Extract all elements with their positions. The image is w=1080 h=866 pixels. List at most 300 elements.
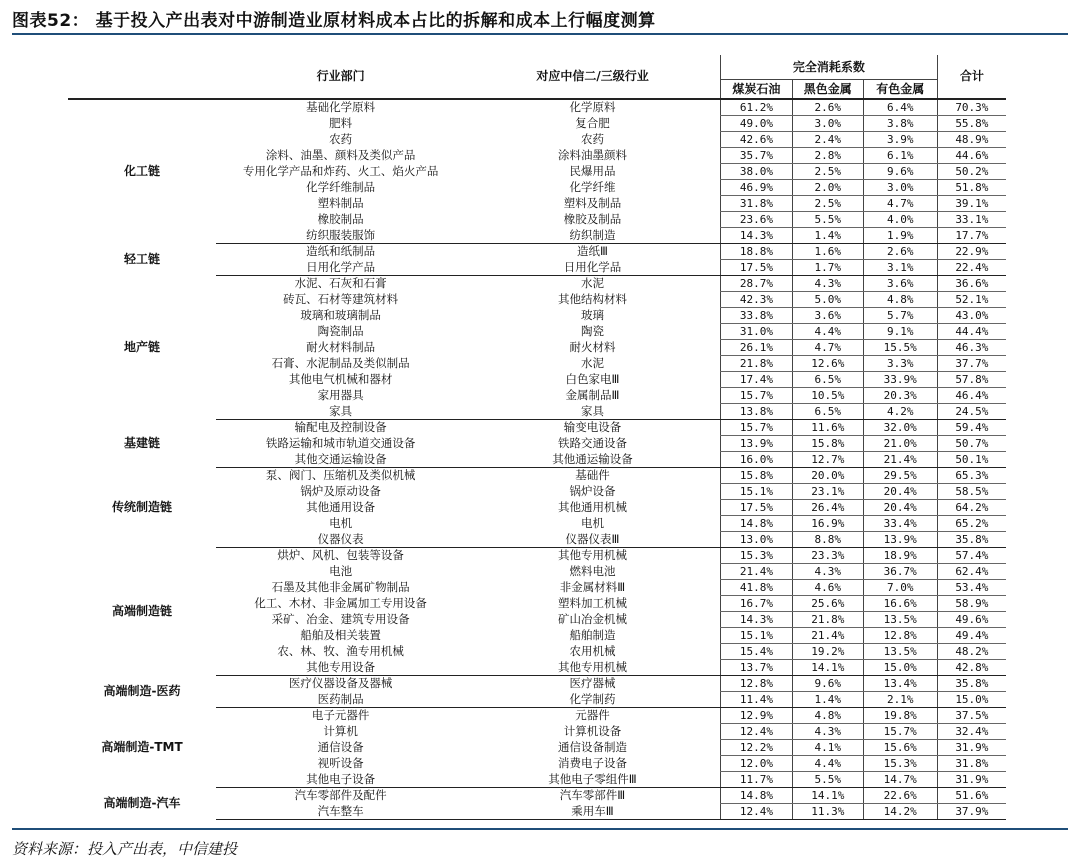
nonferrous-cell: 4.0% <box>863 212 937 228</box>
industry-cell: 陶瓷 <box>581 324 605 338</box>
dept-cell: 造纸和纸制品 <box>306 244 376 259</box>
nonferrous-cell: 22.6% <box>863 788 937 804</box>
total-cell: 37.9% <box>937 804 1006 820</box>
total-cell: 52.1% <box>937 292 1006 308</box>
nonferrous-cell: 36.7% <box>863 564 937 580</box>
dept-cell: 基础化学原料 <box>306 100 376 115</box>
total-cell: 55.8% <box>937 116 1006 132</box>
dept-cell: 视听设备 <box>317 756 364 770</box>
dept-cell: 其他通用设备 <box>306 500 376 514</box>
industry-cell: 消费电子设备 <box>558 756 628 770</box>
industry-cell: 塑料及制品 <box>563 196 622 210</box>
dept-cell: 纺织服装服饰 <box>216 228 465 244</box>
dept-cell: 其他交通运输设备 <box>216 452 465 468</box>
total-cell: 22.9% <box>937 244 1006 260</box>
industry-cell: 其他结构材料 <box>558 292 628 306</box>
header-coal-oil: 煤炭石油 <box>720 80 792 100</box>
coal-oil-cell: 13.7% <box>720 660 792 676</box>
total-cell: 46.4% <box>937 388 1006 404</box>
dept-cell: 日用化学产品 <box>216 260 465 276</box>
industry-cell: 金属制品Ⅲ <box>565 388 620 402</box>
industry-cell: 化学原料 <box>569 100 616 115</box>
coal-oil-cell: 42.6% <box>720 132 792 148</box>
total-cell: 62.4% <box>937 564 1006 580</box>
coal-oil-cell: 35.7% <box>720 148 792 164</box>
nonferrous-cell: 9.6% <box>863 164 937 180</box>
dept-cell: 农、林、牧、渔专用机械 <box>277 644 404 658</box>
nonferrous-cell: 2.1% <box>863 692 937 708</box>
coal-oil-cell: 21.4% <box>720 564 792 580</box>
ferrous-cell: 6.5% <box>792 372 863 388</box>
chain-label: 化工链 <box>124 164 161 179</box>
coal-oil-cell: 31.8% <box>720 196 792 212</box>
table-row <box>68 468 1006 484</box>
ferrous-cell: 16.9% <box>792 516 863 532</box>
coal-oil-cell: 12.0% <box>720 756 792 772</box>
coal-oil-cell: 38.0% <box>720 164 792 180</box>
dept-cell: 汽车零部件及配件 <box>294 788 387 803</box>
coal-oil-cell: 13.8% <box>720 404 792 420</box>
ferrous-cell: 5.5% <box>792 212 863 228</box>
coal-oil-cell: 16.0% <box>720 452 792 468</box>
nonferrous-cell: 21.4% <box>863 452 937 468</box>
industry-cell: 水泥 <box>581 356 605 370</box>
total-cell: 46.3% <box>937 340 1006 356</box>
nonferrous-cell: 13.9% <box>863 532 937 548</box>
ferrous-cell: 4.7% <box>792 340 863 356</box>
coal-oil-cell: 46.9% <box>720 180 792 196</box>
total-cell: 32.4% <box>937 724 1006 740</box>
ferrous-cell: 4.4% <box>792 756 863 772</box>
ferrous-cell: 9.6% <box>792 676 863 692</box>
industry-cell: 船舶制造 <box>569 628 616 642</box>
header-industry: 对应中信二/三级行业 <box>465 55 720 99</box>
coal-oil-cell: 15.1% <box>720 484 792 500</box>
nonferrous-cell: 20.4% <box>863 484 937 500</box>
nonferrous-cell: 2.6% <box>863 244 937 260</box>
total-cell: 35.8% <box>937 532 1006 548</box>
industry-cell: 复合肥 <box>575 116 610 130</box>
dept-cell: 输配电及控制设备 <box>294 420 387 435</box>
industry-cell: 其他专用机械 <box>465 660 720 676</box>
total-cell: 44.6% <box>937 148 1006 164</box>
coal-oil-cell: 26.1% <box>720 340 792 356</box>
industry-cell: 民爆用品 <box>569 164 616 178</box>
ferrous-cell: 5.0% <box>792 292 863 308</box>
ferrous-cell: 2.5% <box>792 164 863 180</box>
dept-cell: 计算机 <box>323 724 358 738</box>
total-cell: 39.1% <box>937 196 1006 212</box>
total-cell: 70.3% <box>937 99 1006 116</box>
coal-oil-cell: 15.8% <box>720 468 792 484</box>
nonferrous-cell: 15.5% <box>863 340 937 356</box>
nonferrous-cell: 20.3% <box>863 388 937 404</box>
total-cell: 64.2% <box>937 500 1006 516</box>
ferrous-cell: 4.4% <box>792 324 863 340</box>
total-cell: 50.2% <box>937 164 1006 180</box>
nonferrous-cell: 20.4% <box>863 500 937 516</box>
nonferrous-cell: 15.3% <box>863 756 937 772</box>
nonferrous-cell: 15.0% <box>863 660 937 676</box>
nonferrous-cell: 3.9% <box>863 132 937 148</box>
title-divider <box>12 33 1068 35</box>
coal-oil-cell: 16.7% <box>720 596 792 612</box>
ferrous-cell: 6.5% <box>792 404 863 420</box>
nonferrous-cell: 33.4% <box>863 516 937 532</box>
total-cell: 31.8% <box>937 756 1006 772</box>
coal-oil-cell: 12.8% <box>720 676 792 692</box>
ferrous-cell: 5.5% <box>792 772 863 788</box>
industry-cell: 非金属材料Ⅲ <box>559 580 626 594</box>
coal-oil-cell: 14.3% <box>720 612 792 628</box>
total-cell: 37.7% <box>937 356 1006 372</box>
nonferrous-cell: 14.2% <box>863 804 937 820</box>
industry-cell: 水泥 <box>581 276 605 291</box>
ferrous-cell: 3.6% <box>792 308 863 324</box>
footer-divider <box>12 828 1068 830</box>
dept-cell: 泵、阀门、压缩机及类似机械 <box>265 468 416 483</box>
industry-cell: 元器件 <box>575 708 610 723</box>
ferrous-cell: 15.8% <box>792 436 863 452</box>
table-row <box>68 244 1006 260</box>
coal-oil-cell: 12.4% <box>720 724 792 740</box>
industry-cell: 电机 <box>581 516 605 530</box>
coal-oil-cell: 12.4% <box>720 804 792 820</box>
coal-oil-cell: 31.0% <box>720 324 792 340</box>
dept-cell: 其他电气机械和器材 <box>288 372 393 386</box>
total-cell: 59.4% <box>937 420 1006 436</box>
industry-cell: 计算机设备 <box>563 724 622 738</box>
total-cell: 50.7% <box>937 436 1006 452</box>
table-row <box>68 788 1006 804</box>
table-row <box>68 420 1006 436</box>
total-cell: 48.2% <box>937 644 1006 660</box>
industry-cell: 汽车零部件Ⅲ <box>559 788 626 803</box>
nonferrous-cell: 16.6% <box>863 596 937 612</box>
coal-oil-cell: 14.3% <box>720 228 792 244</box>
table-row <box>68 99 1006 116</box>
dept-cell: 电池 <box>329 564 353 578</box>
chart-title: 图表52： 基于投入产出表对中游制造业原材料成本占比的拆解和成本上行幅度测算 <box>12 11 656 31</box>
chain-label: 高端制造链 <box>112 604 173 618</box>
coal-oil-cell: 28.7% <box>720 276 792 292</box>
ferrous-cell: 2.6% <box>792 99 863 116</box>
industry-cell: 耐火材料 <box>569 340 616 354</box>
total-cell: 57.4% <box>937 548 1006 564</box>
dept-cell: 仪器仪表 <box>216 532 465 548</box>
ferrous-cell: 11.6% <box>792 420 863 436</box>
total-cell: 22.4% <box>937 260 1006 276</box>
industry-cell: 塑料加工机械 <box>558 596 628 610</box>
coal-oil-cell: 17.5% <box>720 500 792 516</box>
nonferrous-cell: 15.6% <box>863 740 937 756</box>
dept-cell: 烘炉、风机、包装等设备 <box>277 548 404 563</box>
coal-oil-cell: 42.3% <box>720 292 792 308</box>
total-cell: 51.6% <box>937 788 1006 804</box>
dept-cell: 砖瓦、石材等建筑材料 <box>283 292 399 306</box>
dept-cell: 电子元器件 <box>311 708 370 723</box>
cost-breakdown-table <box>68 55 1006 820</box>
chain-label: 地产链 <box>124 340 161 354</box>
ferrous-cell: 4.3% <box>792 276 863 292</box>
coal-oil-cell: 18.8% <box>720 244 792 260</box>
total-cell: 33.1% <box>937 212 1006 228</box>
dept-cell: 农药 <box>329 132 353 146</box>
total-cell: 58.5% <box>937 484 1006 500</box>
chain-label: 高端制造-汽车 <box>103 796 181 810</box>
ferrous-cell: 2.8% <box>792 148 863 164</box>
nonferrous-cell: 12.8% <box>863 628 937 644</box>
industry-cell: 医疗器械 <box>569 676 616 691</box>
total-cell: 24.5% <box>937 404 1006 420</box>
header-dept: 行业部门 <box>216 55 465 99</box>
dept-cell: 水泥、石灰和石膏 <box>294 276 387 291</box>
coal-oil-cell: 11.7% <box>720 772 792 788</box>
nonferrous-cell: 3.6% <box>863 276 937 292</box>
industry-cell: 乘用车Ⅲ <box>465 804 720 820</box>
nonferrous-cell: 32.0% <box>863 420 937 436</box>
ferrous-cell: 2.0% <box>792 180 863 196</box>
industry-cell: 化学制药 <box>465 692 720 708</box>
dept-cell: 家具 <box>216 404 465 420</box>
dept-cell: 通信设备 <box>317 740 364 754</box>
coal-oil-cell: 41.8% <box>720 580 792 596</box>
industry-cell: 农药 <box>581 132 605 146</box>
header-nonferrous: 有色金属 <box>863 80 937 100</box>
total-cell: 36.6% <box>937 276 1006 292</box>
industry-cell: 铁路交通设备 <box>558 436 628 450</box>
industry-cell: 锅炉设备 <box>569 484 616 498</box>
ferrous-cell: 11.3% <box>792 804 863 820</box>
dept-cell: 塑料制品 <box>317 196 364 210</box>
dept-cell: 化工、木材、非金属加工专用设备 <box>254 596 427 610</box>
source-note: 资料来源：投入产出表，中信建投 <box>12 840 238 858</box>
total-cell: 42.8% <box>937 660 1006 676</box>
total-cell: 35.8% <box>937 676 1006 692</box>
chain-label: 基建链 <box>124 436 161 450</box>
industry-cell: 其他通用机械 <box>558 500 628 514</box>
dept-cell: 石墨及其他非金属矿物制品 <box>271 580 410 594</box>
total-cell: 31.9% <box>937 740 1006 756</box>
nonferrous-cell: 3.0% <box>863 180 937 196</box>
ferrous-cell: 8.8% <box>792 532 863 548</box>
ferrous-cell: 3.0% <box>792 116 863 132</box>
total-cell: 48.9% <box>937 132 1006 148</box>
coal-oil-cell: 15.4% <box>720 644 792 660</box>
ferrous-cell: 23.3% <box>792 548 863 564</box>
nonferrous-cell: 3.3% <box>863 356 937 372</box>
nonferrous-cell: 4.7% <box>863 196 937 212</box>
total-cell: 17.7% <box>937 228 1006 244</box>
total-cell: 50.1% <box>937 452 1006 468</box>
industry-cell: 其他电子零组件Ⅲ <box>465 772 720 788</box>
total-cell: 58.9% <box>937 596 1006 612</box>
ferrous-cell: 1.6% <box>792 244 863 260</box>
total-cell: 15.0% <box>937 692 1006 708</box>
header-coef-group: 完全消耗系数 <box>720 55 937 80</box>
ferrous-cell: 26.4% <box>792 500 863 516</box>
industry-cell: 日用化学品 <box>465 260 720 276</box>
industry-cell: 造纸Ⅲ <box>577 244 608 259</box>
ferrous-cell: 21.8% <box>792 612 863 628</box>
dept-cell: 耐火材料制品 <box>306 340 376 354</box>
chain-label: 传统制造链 <box>112 500 173 514</box>
dept-cell: 其他专用设备 <box>216 660 465 676</box>
coal-oil-cell: 12.9% <box>720 708 792 724</box>
coal-oil-cell: 15.7% <box>720 388 792 404</box>
ferrous-cell: 20.0% <box>792 468 863 484</box>
industry-cell: 农用机械 <box>569 644 616 658</box>
ferrous-cell: 14.1% <box>792 660 863 676</box>
ferrous-cell: 12.7% <box>792 452 863 468</box>
coal-oil-cell: 17.5% <box>720 260 792 276</box>
total-cell: 57.8% <box>937 372 1006 388</box>
ferrous-cell: 23.1% <box>792 484 863 500</box>
industry-cell: 燃料电池 <box>569 564 616 578</box>
chain-label: 轻工链 <box>124 252 161 266</box>
total-cell: 49.4% <box>937 628 1006 644</box>
nonferrous-cell: 15.7% <box>863 724 937 740</box>
ferrous-cell: 4.8% <box>792 708 863 724</box>
nonferrous-cell: 33.9% <box>863 372 937 388</box>
dept-cell: 铁路运输和城市轨道交通设备 <box>265 436 416 450</box>
industry-cell: 涂料油墨颜料 <box>558 148 628 162</box>
ferrous-cell: 2.4% <box>792 132 863 148</box>
industry-cell: 白色家电Ⅲ <box>565 372 620 386</box>
industry-cell: 其他专用机械 <box>558 548 628 563</box>
dept-cell: 汽车整车 <box>216 804 465 820</box>
industry-cell: 通信设备制造 <box>558 740 628 754</box>
total-cell: 43.0% <box>937 308 1006 324</box>
dept-cell: 电机 <box>329 516 353 530</box>
nonferrous-cell: 18.9% <box>863 548 937 564</box>
coal-oil-cell: 23.6% <box>720 212 792 228</box>
nonferrous-cell: 6.4% <box>863 99 937 116</box>
industry-cell: 基础件 <box>575 468 610 483</box>
dept-cell: 医疗仪器设备及器械 <box>288 676 393 691</box>
dept-cell: 采矿、冶金、建筑专用设备 <box>271 612 410 626</box>
dept-cell: 橡胶制品 <box>317 212 364 226</box>
coal-oil-cell: 15.3% <box>720 548 792 564</box>
dept-cell: 化学纤维制品 <box>306 180 376 194</box>
dept-cell: 涂料、油墨、颜料及类似产品 <box>265 148 416 162</box>
coal-oil-cell: 14.8% <box>720 516 792 532</box>
dept-cell: 肥料 <box>329 116 353 130</box>
table-row <box>68 548 1006 564</box>
coal-oil-cell: 33.8% <box>720 308 792 324</box>
total-cell: 65.3% <box>937 468 1006 484</box>
total-cell: 37.5% <box>937 708 1006 724</box>
dept-cell: 家用器具 <box>317 388 364 402</box>
nonferrous-cell: 14.7% <box>863 772 937 788</box>
ferrous-cell: 2.5% <box>792 196 863 212</box>
ferrous-cell: 1.4% <box>792 228 863 244</box>
coal-oil-cell: 13.9% <box>720 436 792 452</box>
coal-oil-cell: 49.0% <box>720 116 792 132</box>
nonferrous-cell: 13.5% <box>863 644 937 660</box>
dept-cell: 锅炉及原动设备 <box>300 484 381 498</box>
ferrous-cell: 4.3% <box>792 724 863 740</box>
industry-cell: 橡胶及制品 <box>563 212 622 226</box>
coal-oil-cell: 15.1% <box>720 628 792 644</box>
dept-cell: 专用化学产品和炸药、火工、焰火产品 <box>242 164 439 178</box>
industry-cell: 输变电设备 <box>563 420 622 435</box>
nonferrous-cell: 3.1% <box>863 260 937 276</box>
table-body <box>68 99 1006 820</box>
dept-cell: 船舶及相关装置 <box>300 628 381 642</box>
nonferrous-cell: 13.4% <box>863 676 937 692</box>
ferrous-cell: 21.4% <box>792 628 863 644</box>
chain-label: 高端制造-TMT <box>101 740 183 754</box>
table-row <box>68 276 1006 292</box>
nonferrous-cell: 6.1% <box>863 148 937 164</box>
total-cell: 49.6% <box>937 612 1006 628</box>
ferrous-cell: 1.4% <box>792 692 863 708</box>
header-total: 合计 <box>937 55 1006 99</box>
coal-oil-cell: 14.8% <box>720 788 792 804</box>
chain-label: 高端制造-医药 <box>103 684 181 698</box>
ferrous-cell: 19.2% <box>792 644 863 660</box>
table-row <box>68 676 1006 692</box>
coal-oil-cell: 12.2% <box>720 740 792 756</box>
dept-cell: 其他电子设备 <box>216 772 465 788</box>
coal-oil-cell: 13.0% <box>720 532 792 548</box>
nonferrous-cell: 3.8% <box>863 116 937 132</box>
header-ferrous: 黑色金属 <box>792 80 863 100</box>
nonferrous-cell: 9.1% <box>863 324 937 340</box>
industry-cell: 仪器仪表Ⅲ <box>465 532 720 548</box>
total-cell: 31.9% <box>937 772 1006 788</box>
industry-cell: 矿山冶金机械 <box>558 612 628 626</box>
industry-cell: 家具 <box>465 404 720 420</box>
total-cell: 44.4% <box>937 324 1006 340</box>
ferrous-cell: 25.6% <box>792 596 863 612</box>
coal-oil-cell: 15.7% <box>720 420 792 436</box>
nonferrous-cell: 5.7% <box>863 308 937 324</box>
ferrous-cell: 14.1% <box>792 788 863 804</box>
ferrous-cell: 4.3% <box>792 564 863 580</box>
dept-cell: 医药制品 <box>216 692 465 708</box>
ferrous-cell: 1.7% <box>792 260 863 276</box>
total-cell: 53.4% <box>937 580 1006 596</box>
nonferrous-cell: 7.0% <box>863 580 937 596</box>
dept-cell: 石膏、水泥制品及类似制品 <box>271 356 410 370</box>
dept-cell: 陶瓷制品 <box>317 324 364 338</box>
industry-cell: 纺织制造 <box>465 228 720 244</box>
dept-cell: 玻璃和玻璃制品 <box>300 308 381 322</box>
table-row <box>68 708 1006 724</box>
nonferrous-cell: 19.8% <box>863 708 937 724</box>
nonferrous-cell: 4.2% <box>863 404 937 420</box>
ferrous-cell: 12.6% <box>792 356 863 372</box>
coal-oil-cell: 11.4% <box>720 692 792 708</box>
coal-oil-cell: 21.8% <box>720 356 792 372</box>
industry-cell: 化学纤维 <box>569 180 616 194</box>
coal-oil-cell: 17.4% <box>720 372 792 388</box>
nonferrous-cell: 1.9% <box>863 228 937 244</box>
nonferrous-cell: 13.5% <box>863 612 937 628</box>
total-cell: 51.8% <box>937 180 1006 196</box>
ferrous-cell: 4.6% <box>792 580 863 596</box>
industry-cell: 玻璃 <box>581 308 605 322</box>
coal-oil-cell: 61.2% <box>720 99 792 116</box>
nonferrous-cell: 21.0% <box>863 436 937 452</box>
nonferrous-cell: 29.5% <box>863 468 937 484</box>
total-cell: 65.2% <box>937 516 1006 532</box>
industry-cell: 其他通运输设备 <box>465 452 720 468</box>
ferrous-cell: 10.5% <box>792 388 863 404</box>
nonferrous-cell: 4.8% <box>863 292 937 308</box>
